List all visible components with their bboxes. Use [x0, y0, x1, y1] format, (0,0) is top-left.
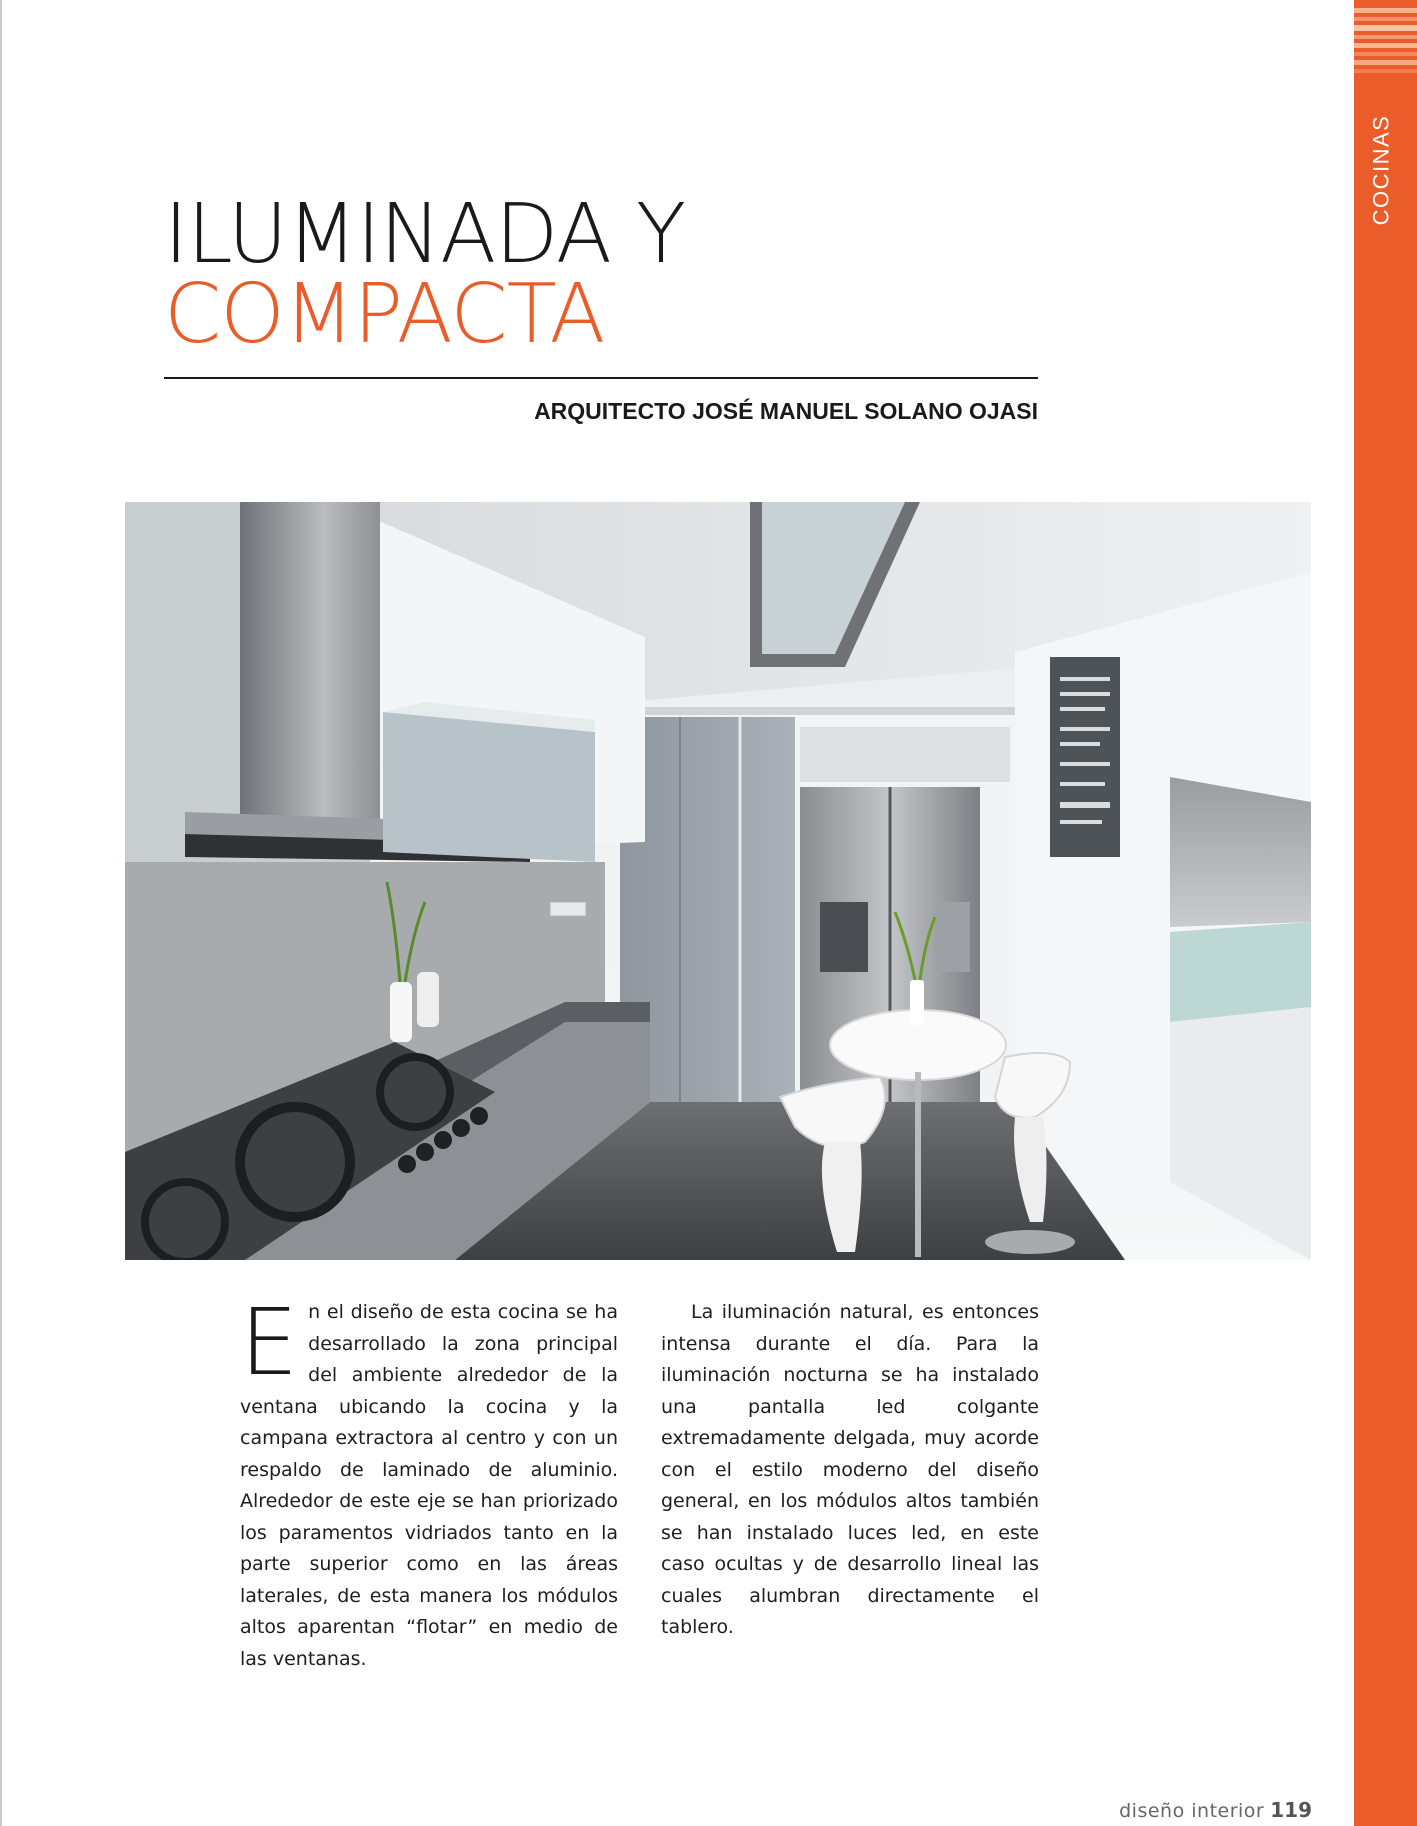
- section-label-text: COCINAS: [1368, 114, 1393, 226]
- headline-line-1: ILUMINADA Y: [164, 187, 686, 282]
- headline-line-2: COMPACTA: [164, 267, 605, 362]
- byline: ARQUITECTO JOSÉ MANUEL SOLANO OJASI: [534, 398, 1038, 424]
- side-band-stripes: [1354, 0, 1417, 80]
- title-divider: [164, 377, 1038, 379]
- page-footer: [1000, 1798, 1312, 1824]
- body-column-left: [240, 1289, 618, 1675]
- body-paragraph-right: La iluminación natural, es entonces intensa durante el día. Para la iluminación nocturna se ha instalado una pantalla led colgante extremadamente delgada, muy acorde con el estilo moderno del diseño general, en los módulos altos también se han instalado luces led, en este caso ocultas y de desarrollo lineal las cuales alumbran directamente el tablero.: [661, 1301, 1039, 1638]
- page-number: 119: [1270, 1798, 1312, 1822]
- body-paragraph-left: n el diseño de esta cocina se ha desarrollado la zona principal del ambiente alrededor de la ventana ubicando la cocina y la campana extractora al centro y con un respaldo de laminado de aluminio. Alrededor de este eje se han priorizado los paramentos vidriados tanto en la parte superior como en las áreas laterales, de esta manera los módulos altos aparentan “flotar” en medio de las ventanas.: [240, 1301, 618, 1670]
- section-label: [1356, 110, 1406, 230]
- drop-cap: E: [240, 1289, 299, 1396]
- magazine-name: diseño interior: [1119, 1800, 1265, 1822]
- side-band: [1354, 0, 1417, 1826]
- body-column-right: [661, 1297, 1039, 1644]
- page-edge: [0, 0, 2, 1826]
- kitchen-photo: [125, 502, 1311, 1260]
